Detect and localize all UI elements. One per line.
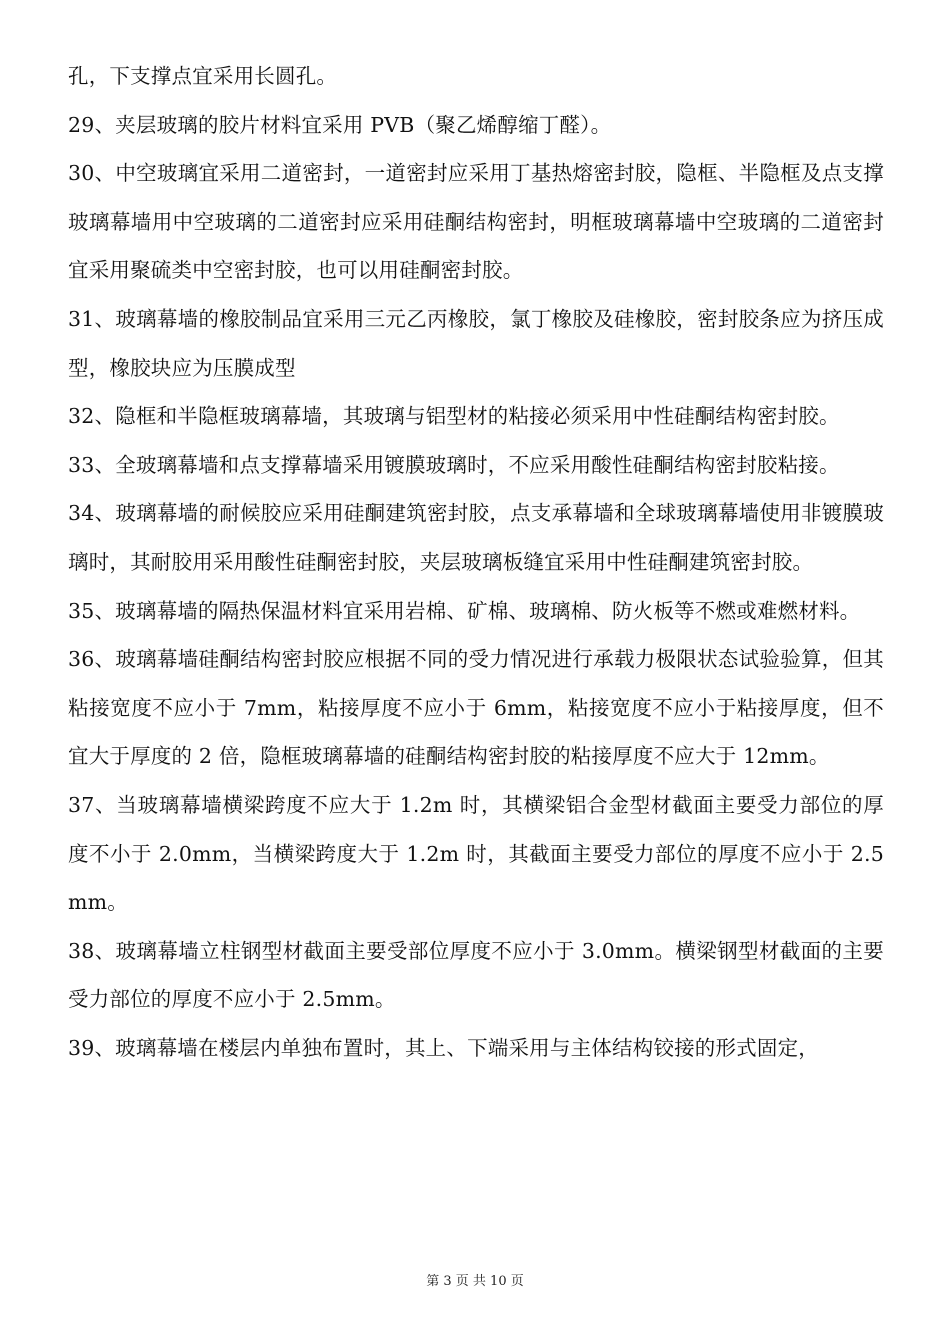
paragraph-35: 35、玻璃幕墙的隔热保温材料宜采用岩棉、矿棉、玻璃棉、防火板等不燃或难燃材料。 [68, 598, 861, 623]
document-body [68, 52, 884, 1072]
paragraph-30: 30、中空玻璃宜采用二道密封，一道密封应采用丁基热熔密封胶，隐框、半隐框及点支撑玻璃幕墙用中空玻璃的二道密封应采用硅酮结构密封，明框玻璃幕墙中空玻璃的二道密封宜采用聚硫类中空密封胶，也可以用硅酮密封胶。 [68, 161, 884, 283]
paragraph-31: 31、玻璃幕墙的橡胶制品宜采用三元乙丙橡胶，氯丁橡胶及硅橡胶，密封胶条应为挤压成型，橡胶块应为压膜成型 [68, 306, 884, 380]
paragraph-continuation: 孔，下支撑点宜采用长圆孔。 [68, 64, 338, 88]
paragraph-36: 36、玻璃幕墙硅酮结构密封胶应根据不同的受力情况进行承载力极限状态试验验算，但其粘接宽度不应小于 7mm，粘接厚度不应小于 6mm，粘接宽度不应小于粘接厚度，但不宜大于厚度的 2 倍，隐框玻璃幕墙的硅酮结构密封胶的粘接厚度不应大于 12mm。 [68, 647, 884, 769]
paragraph-29: 29、夹层玻璃的胶片材料宜采用 PVB（聚乙烯醇缩丁醛）。 [68, 112, 612, 137]
paragraph-32: 32、隐框和半隐框玻璃幕墙，其玻璃与铝型材的粘接必须采用中性硅酮结构密封胶。 [68, 404, 840, 429]
paragraph-37: 37、当玻璃幕墙横梁跨度不应大于 1.2m 时，其横梁铝合金型材截面主要受力部位的厚度不小于 2.0mm，当横梁跨度大于 1.2m 时，其截面主要受力部位的厚度不应小于 2.5mm。 [68, 792, 884, 915]
paragraph-38: 38、玻璃幕墙立柱钢型材截面主要受部位厚度不应小于 3.0mm。横梁钢型材截面的主要受力部位的厚度不应小于 2.5mm。 [68, 938, 884, 1012]
paragraph-33: 33、全玻璃幕墙和点支撑幕墙采用镀膜玻璃时，不应采用酸性硅酮结构密封胶粘接。 [68, 452, 840, 477]
paragraph-39: 39、玻璃幕墙在楼层内单独布置时，其上、下端采用与主体结构铰接的形式固定， [68, 1035, 819, 1060]
paragraph-34: 34、玻璃幕墙的耐候胶应采用硅酮建筑密封胶，点支承幕墙和全球玻璃幕墙使用非镀膜玻璃时，其耐胶用采用酸性硅酮密封胶，夹层玻璃板缝宜采用中性硅酮建筑密封胶。 [68, 501, 884, 574]
page-number-footer: 第 3 页 共 10 页 [426, 1274, 524, 1289]
